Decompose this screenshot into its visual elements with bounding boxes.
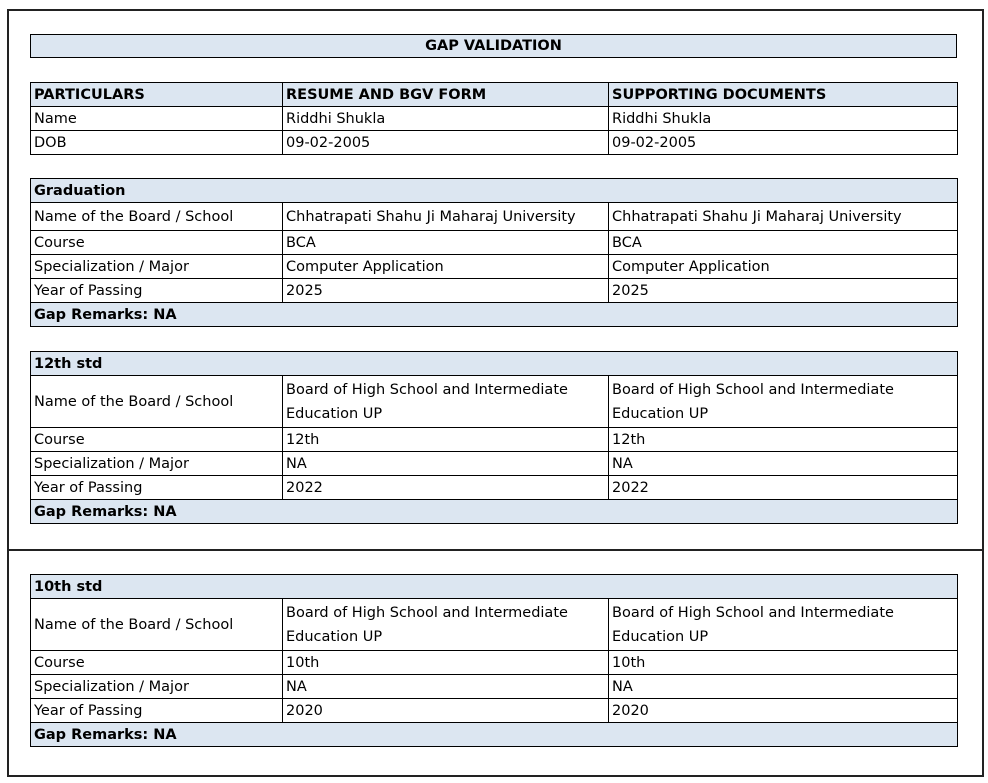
resume-value: 10th (283, 651, 609, 675)
table-row (31, 376, 958, 428)
std12-table (30, 351, 958, 524)
gap-remarks-row (31, 500, 958, 524)
table-row (31, 476, 958, 500)
resume-value: 2020 (283, 699, 609, 723)
row-label: Name (31, 107, 283, 131)
gap-remarks: Gap Remarks: NA (31, 303, 958, 327)
resume-value: 2022 (283, 476, 609, 500)
row-label: Name of the Board / School (31, 203, 283, 231)
resume-value: Board of High School and Intermediate Education UP (283, 599, 609, 651)
row-label: Year of Passing (31, 699, 283, 723)
docs-value: 2025 (609, 279, 958, 303)
section-heading-row (31, 575, 958, 599)
resume-value: 12th (283, 428, 609, 452)
particulars-table (30, 82, 958, 155)
table-row (31, 231, 958, 255)
section-heading: Graduation (31, 179, 958, 203)
page-title: GAP VALIDATION (30, 34, 957, 58)
resume-value: BCA (283, 231, 609, 255)
row-label: Year of Passing (31, 279, 283, 303)
header-particulars: PARTICULARS (31, 83, 283, 107)
docs-value: BCA (609, 231, 958, 255)
docs-value: Board of High School and Intermediate Education UP (609, 599, 958, 651)
resume-value: Chhatrapati Shahu Ji Maharaj University (283, 203, 609, 231)
table-row (31, 675, 958, 699)
gap-remarks: Gap Remarks: NA (31, 723, 958, 747)
gap-remarks-row (31, 303, 958, 327)
row-label: Course (31, 651, 283, 675)
row-label: Name of the Board / School (31, 376, 283, 428)
section-heading-row (31, 179, 958, 203)
docs-value: Chhatrapati Shahu Ji Maharaj University (609, 203, 958, 231)
table-row (31, 279, 958, 303)
gap-remarks-row (31, 723, 958, 747)
resume-value: 09-02-2005 (283, 131, 609, 155)
docs-value: 2020 (609, 699, 958, 723)
docs-value: 10th (609, 651, 958, 675)
docs-value: NA (609, 675, 958, 699)
table-row (31, 599, 958, 651)
row-label: DOB (31, 131, 283, 155)
docs-value: Riddhi Shukla (609, 107, 958, 131)
graduation-table (30, 178, 958, 327)
table-row (31, 699, 958, 723)
table-header-row (31, 83, 958, 107)
gap-remarks: Gap Remarks: NA (31, 500, 958, 524)
table-row (31, 131, 958, 155)
docs-value: Computer Application (609, 255, 958, 279)
table-row (31, 255, 958, 279)
resume-value: Riddhi Shukla (283, 107, 609, 131)
row-label: Course (31, 231, 283, 255)
table-row (31, 203, 958, 231)
section-heading: 12th std (31, 352, 958, 376)
row-label: Name of the Board / School (31, 599, 283, 651)
row-label: Specialization / Major (31, 675, 283, 699)
docs-value: 12th (609, 428, 958, 452)
docs-value: NA (609, 452, 958, 476)
row-label: Specialization / Major (31, 255, 283, 279)
resume-value: Computer Application (283, 255, 609, 279)
row-label: Year of Passing (31, 476, 283, 500)
section-heading-row (31, 352, 958, 376)
resume-value: 2025 (283, 279, 609, 303)
header-docs: SUPPORTING DOCUMENTS (609, 83, 958, 107)
table-row (31, 107, 958, 131)
row-label: Course (31, 428, 283, 452)
table-row (31, 428, 958, 452)
resume-value: Board of High School and Intermediate Education UP (283, 376, 609, 428)
std10-table (30, 574, 958, 747)
docs-value: Board of High School and Intermediate Education UP (609, 376, 958, 428)
docs-value: 2022 (609, 476, 958, 500)
table-row (31, 651, 958, 675)
header-resume: RESUME AND BGV FORM (283, 83, 609, 107)
table-row (31, 452, 958, 476)
resume-value: NA (283, 675, 609, 699)
docs-value: 09-02-2005 (609, 131, 958, 155)
row-label: Specialization / Major (31, 452, 283, 476)
resume-value: NA (283, 452, 609, 476)
section-heading: 10th std (31, 575, 958, 599)
